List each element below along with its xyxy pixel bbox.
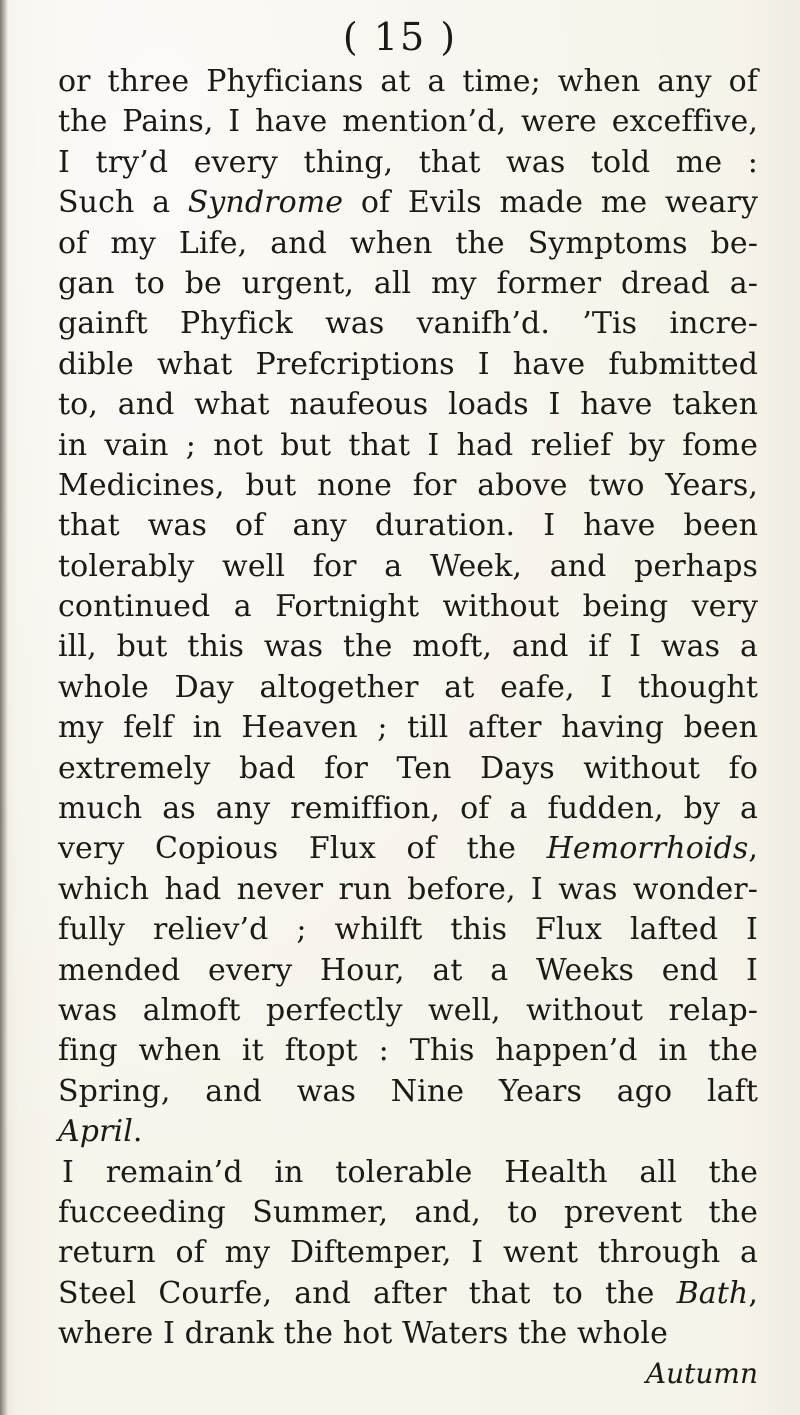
text-segment: ,: [748, 831, 758, 867]
text-segment: Such a: [58, 185, 188, 221]
binding-edge: [0, 0, 8, 1415]
text-line: [58, 587, 758, 627]
text-line: [58, 708, 758, 748]
text-segment: of Evils made me weary: [343, 185, 758, 221]
italic-text: Bath: [676, 1275, 749, 1311]
text-line: [58, 1031, 758, 1071]
text-line: [58, 143, 758, 183]
text-line: [58, 1274, 758, 1314]
text-segment: fing when it ftopt : This happen’d in the: [58, 1033, 758, 1069]
text-segment: ,: [748, 1275, 758, 1311]
text-segment: I remain’d in tolerable Health all the: [62, 1154, 758, 1190]
text-line: [58, 1072, 758, 1112]
text-segment: extremely bad for Ten Days without fo: [58, 750, 758, 786]
text-line: [58, 345, 758, 385]
italic-text: Hemorrhoids: [546, 831, 749, 867]
text-line: [58, 910, 758, 950]
text-line: [58, 991, 758, 1031]
text-segment: gainft Phyfick was vanifh’d. ’Tis incre-: [58, 306, 758, 342]
text-segment: fucceeding Summer, and, to prevent the: [58, 1194, 758, 1230]
text-segment: was almoft perfectly well, without relap-: [58, 992, 758, 1028]
text-segment: I try’d every thing, that was told me :: [58, 144, 758, 180]
text-line: [58, 829, 758, 869]
text-segment: my felf in Heaven ; till after having been: [58, 710, 758, 746]
text-segment: or three Phyficians at a time; when any of: [58, 64, 758, 99]
text-line: [58, 183, 758, 223]
text-segment: whole Day altogether at eafe, I thought: [58, 669, 758, 705]
text-segment: to, and what naufeous loads I have taken: [58, 387, 758, 423]
text-segment: Steel Courfe, and after that to the: [58, 1275, 677, 1311]
text-line: [58, 870, 758, 910]
text-segment: very Copious Flux of the: [58, 831, 547, 867]
text-line: [58, 264, 758, 304]
text-segment: mended every Hour, at a Weeks end I: [58, 952, 758, 988]
text-line: [58, 224, 758, 264]
text-line: [58, 385, 758, 425]
text-line: [58, 547, 758, 587]
text-line: [58, 789, 758, 829]
text-line: [58, 62, 758, 102]
text-segment: fully reliev’d ; whilft this Flux lafted I: [58, 912, 758, 948]
catchword: Autumn: [645, 1357, 758, 1390]
text-segment: return of my Diftemper, I went through a: [58, 1235, 758, 1271]
text-segment: that was of any duration. I have been: [58, 508, 758, 544]
text-line: [58, 951, 758, 991]
text-line: [58, 1233, 758, 1273]
italic-text: April: [58, 1114, 133, 1150]
text-line: [58, 1112, 758, 1152]
page-number: ( 15 ): [342, 15, 458, 59]
text-segment: of my Life, and when the Symptoms be-: [58, 225, 758, 261]
text-line: [58, 627, 758, 667]
text-segment: much as any remiffion, of a fudden, by a: [58, 791, 758, 827]
text-segment: ill, but this was the moft, and if I was a: [58, 629, 758, 665]
text-segment: tolerably well for a Week, and perhaps: [58, 548, 758, 584]
text-line: [58, 749, 758, 789]
text-segment: gan to be urgent, all my former dread a-: [58, 265, 758, 301]
text-segment: .: [132, 1114, 143, 1150]
text-segment: where I drank the hot Waters the whole: [58, 1316, 668, 1352]
text-line: [58, 426, 758, 466]
text-segment: dible what Prefcriptions I have fubmitted: [58, 346, 758, 382]
text-segment: Medicines, but none for above two Years,: [58, 467, 758, 503]
text-line: [58, 466, 758, 506]
italic-text: Syndrome: [187, 185, 344, 221]
text-line: [58, 1193, 758, 1233]
text-line: [58, 668, 758, 708]
text-segment: which had never run before, I was wonder-: [58, 871, 758, 907]
text-line: [58, 506, 758, 546]
text-line: [58, 1153, 758, 1193]
text-segment: in vain ; not but that I had relief by fome: [58, 427, 758, 463]
text-line: [58, 1314, 758, 1354]
text-segment: the Pains, I have mention’d, were exceffive,: [58, 104, 758, 140]
text-line: [58, 102, 758, 142]
body-text: [58, 62, 758, 1355]
text-segment: Spring, and was Nine Years ago laft: [58, 1073, 758, 1109]
text-segment: continued a Fortnight without being very: [58, 589, 758, 625]
text-line: [58, 304, 758, 344]
